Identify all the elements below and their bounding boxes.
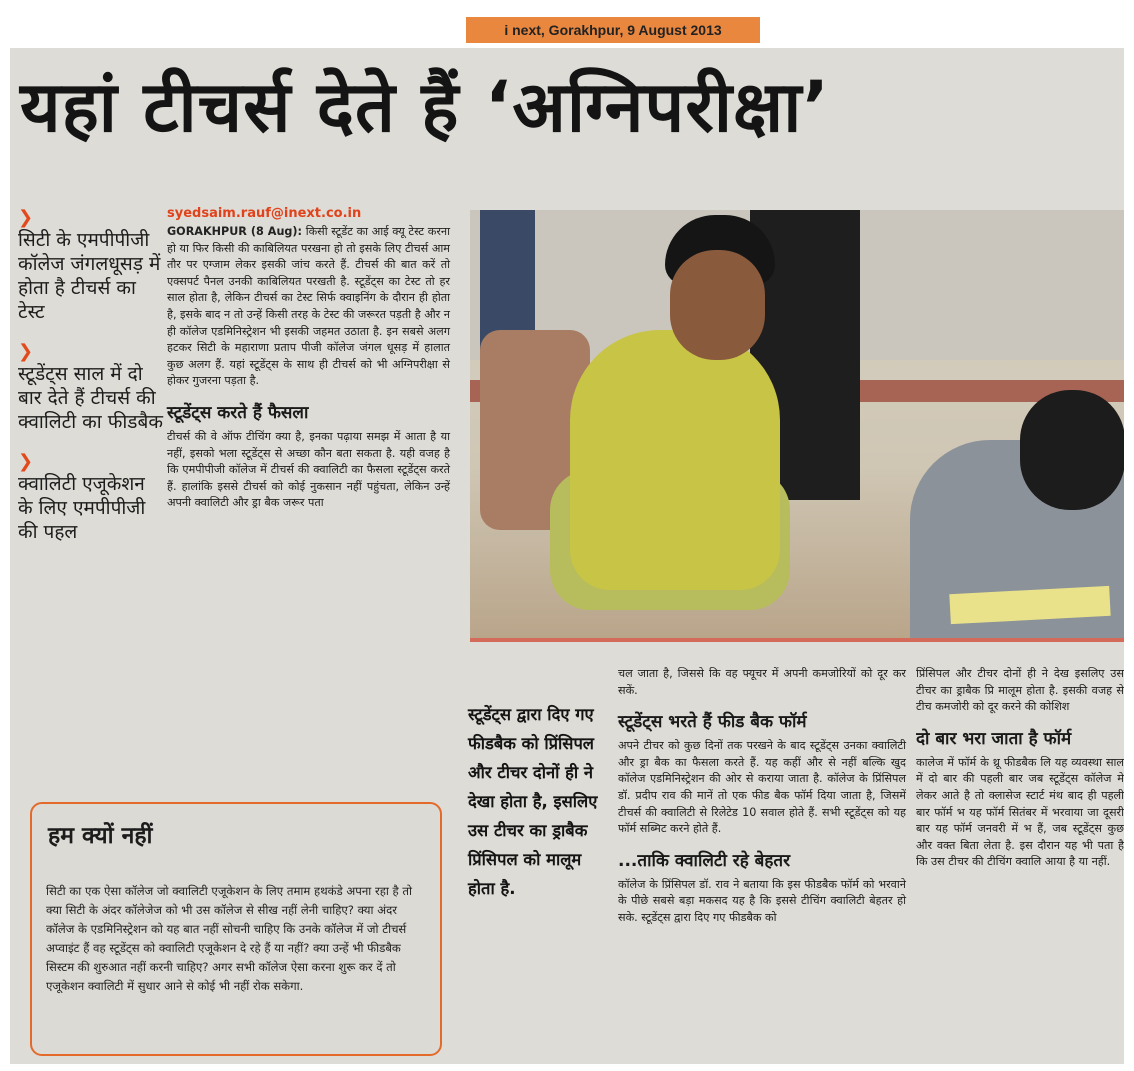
photo-girl-face [670,250,765,360]
chevron-right-icon: ❯ [18,341,34,362]
article-para-2: टीचर्स की वे ऑफ टीचिंग क्या है, इनका पढ़ाया समझ में आता है या नहीं, इसको भला स्टूडेंट्स से अच्छा कौन बता सकता है. यही वजह है कि एमपीपीजी कॉलेज में टीचर्स की क्वालिटी का फैसला स्टूडेंट्स करते हैं. हालांकि इससे टीचर्स को कोई नुकसान नहीं पहुंचता, लेकिन उन्हें अपनी क्वालिटी और ड्रा बैक जरूर पता [167,429,450,510]
sidebar-highlights [18,208,163,562]
highlight-item [18,452,163,544]
chevron-right-icon: ❯ [18,451,34,472]
article-dateline: GORAKHPUR (8 Aug): [167,225,303,238]
dateline-banner: i next, Gorakhpur, 9 August 2013 [466,17,760,43]
box-title: हम क्यों नहीं [48,823,153,849]
article-intro-text: किसी स्टूडेंट का आई क्यू टेस्ट करना हो या फिर किसी की काबिलियत परखना हो तो इसके लिए टीचर्स आम तौर पर एग्जाम लेकर इसकी जांच करते हैं. टीचर्स की बात करें तो एक्सपर्ट पैनल उनकी काबिलियत परखती है. स्टूडेंट्स का टेस्ट तो हर साल होता है, लेकिन टीचर्स का टेस्ट सिर्फ क्वाइनिंग के दौरान ही होता है, इसके बाद न तो उन्हें किसी तरह के टेस्ट की जरूरत पड़ती है और न ही कॉलेज एडमिनिस्ट्रेशन भी इसकी जहमत उठाता है. इन सबसे अलग हटकर सिटी के महाराणा प्रताप पीजी कॉलेज जंगल धूसड़ में हालात कुछ अलग हैं. यहां स्टूडेंट्स के साथ ही टीचर्स को भी अग्निपरीक्षा से होकर गुजरना पड़ता है. [167,225,450,388]
chevron-right-icon: ❯ [18,207,34,228]
highlight-text: सिटी के एमपीपीजी कॉलेज जंगलधूसड़ में होता है टीचर्स का टेस्ट [18,229,161,323]
subhead-feedback-form: स्टूडेंट्स भरते हैं फीड बैक फॉर्म [618,712,807,733]
highlight-item [18,342,163,434]
article-col2-top: चल जाता है, जिससे कि वह फ्यूचर में अपनी कमजोरियों को दूर कर सकें. [618,667,906,697]
headline: यहां टीचर्स देते हैं ‘अग्निपरीक्षा’ [20,66,830,148]
subhead-students-decide: स्टूडेंट्स करते हैं फैसला [167,402,309,423]
article-column-2 [618,666,906,927]
article-column-3 [916,666,1124,871]
subhead-twice-form: दो बार भरा जाता है फॉर्म [916,728,1072,749]
highlight-item [18,208,163,324]
highlight-text: स्टूडेंट्स साल में दो बार देते हैं टीचर्स की क्वालिटी का फीडबैक [18,363,163,433]
article-para-3: अपने टीचर को कुछ दिनों तक परखने के बाद स्टूडेंट्स उनका क्वालिटी और ड्रा बैक का फैसला करते हैं. यह कहीं और से नहीं बल्कि खुद कॉलेज एडमिनिस्ट्रेशन की ओर से कराया जाता है. कॉलेज के प्रिंसिपल डॉ. प्रदीप राव की मानें तो एक फीड बैक फॉर्म दिया जाता है, जिसमें टीचर्स की क्वालिटी से रिलेटेड 10 सवाल होते हैं. सभी स्टूडेंट्स को यह फॉर्म सब्मिट करने होते हैं. [618,739,906,836]
subhead-quality: ...ताकि क्वालिटी रहे बेहतर [618,850,791,871]
highlight-text: क्वालिटी एजूकेशन के लिए एमपीपीजी की पहल [18,473,146,543]
article-column-1 [167,206,450,512]
article-col3-top: प्रिंसिपल और टीचर दोनों ही ने देख इसलिए उस टीचर का ड्राबैक प्रि मालूम होता है. इसकी वजह से टीच कमजोरी को दूर करने की कोशिश [916,667,1124,714]
article-photo [470,210,1124,642]
pull-quote: स्टूडेंट्स द्वारा दिए गए फीडबैक को प्रिंसिपल और टीचर दोनों ही ने देखा होता है, इसलिए उस टीचर का ड्राबैक प्रिंसिपल को मालूम होता है. [468,705,598,898]
newspaper-clipping [10,48,1124,1064]
photo-girl [570,330,780,590]
article-para-5: कालेज में फॉर्म के थ्रू फीडबैक लि यह व्यवस्था साल में दो बार की पहली बार जब स्टूडेंट्स कॉलेज मे लेकर आते है तो क्लासेज स्टार्ट मंथ बाद ही पहली बार फॉर्म भ यह फॉर्म सितंबर में भरवाया जा दूसरी बार यह फॉर्म जनवरी में भ हैं, जब स्टूडेंट्स कुछ और वक्त बिता लेता है. इस दौरान यह भी पता है कि उस टीचर की टीचिंग क्वालि आया है या नहीं. [916,755,1124,869]
article-intro [167,224,450,390]
editorial-box [30,802,442,1056]
box-text: सिटी का एक ऐसा कॉलेज जो क्वालिटी एजूकेशन के लिए तमाम हथकंडे अपना रहा है तो क्या सिटी के अंदर कॉलेजेज को भी उस कॉलेज से सीख नहीं लेनी चाहिए? क्या अंदर कॉलेज के एडमिनिस्ट्रेशन को यह बात नहीं सोचनी चाहिए कि उनके कॉलेज में जो टीचर्स अप्वाइंट हैं वह स्टूडेंट्स को क्वालिटी एजूकेशन दे रहे हैं या नहीं? क्या उन्हें भी फीडबैक सिस्टम की शुरुआत नहीं करनी चाहिए? अगर सभी कॉलेज ऐसा करना शुरू कर दें तो एजूकेशन क्वालिटी में सुधार आने से कोई भी नहीं रोक सकेगा. [46,884,413,993]
article-para-4: कॉलेज के प्रिंसिपल डॉ. राव ने बताया कि इस फीडबैक फॉर्म को भरवाने के पीछे सबसे बड़ा मकसद यह है कि इससे टीचिंग क्वालिटी बेहतर हो सके. स्टूडेंट्स द्वारा दिए गए फीडबैक को [618,877,906,924]
byline-email: syedsaim.rauf@inext.co.in [167,206,362,221]
photo-man-head [1020,390,1124,510]
